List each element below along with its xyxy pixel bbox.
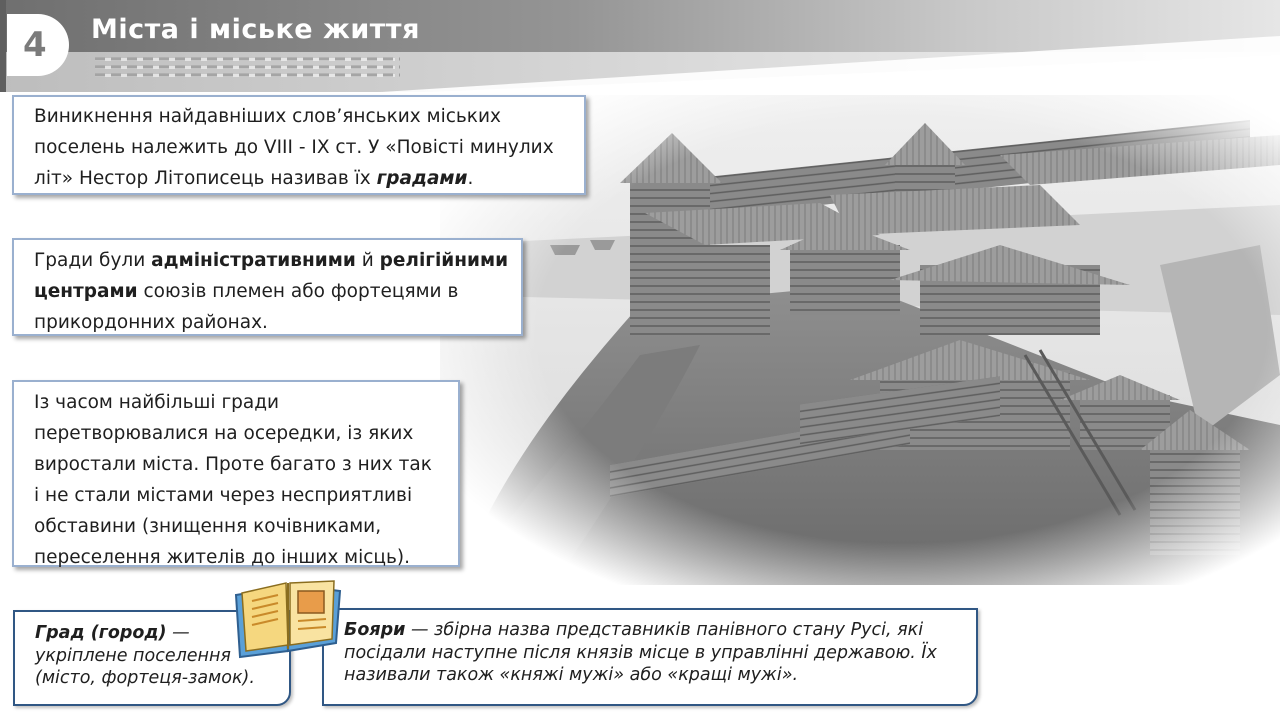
grady-line-2 bbox=[34, 276, 521, 307]
growth-line-6: переселення жителів до інших місць). bbox=[34, 547, 411, 568]
boyary-term: Бояри bbox=[344, 620, 406, 640]
grad-term: Град (город) bbox=[35, 623, 167, 643]
intro-textbox bbox=[12, 95, 586, 195]
grady-role-textbox bbox=[12, 238, 523, 336]
growth-line-5: обставини (знищення кочівниками, bbox=[34, 516, 382, 537]
bold-administrative: адміністративними bbox=[151, 250, 356, 271]
growth-line-2: перетворювалися на осередки, із яких bbox=[34, 423, 414, 444]
intro-line-3-end: . bbox=[467, 168, 474, 189]
bold-religious: релігійними bbox=[379, 250, 509, 271]
grad-dash: — bbox=[166, 623, 190, 643]
grady-line-2-text: союзів племен або фортецями в bbox=[137, 281, 459, 302]
grad-line-3: (місто, фортеця-замок). bbox=[35, 668, 255, 688]
growth-line-1: Із часом найбільші гради bbox=[34, 392, 280, 413]
grady-line-1 bbox=[34, 245, 521, 276]
growth-line-3: виростали міста. Проте багато з них так bbox=[34, 454, 432, 475]
grady-line-1-conj: й bbox=[355, 250, 380, 271]
term-grady: градами bbox=[376, 168, 468, 189]
book-icon bbox=[232, 577, 344, 659]
growth-line-4: і не стали містами через несприятливі bbox=[34, 485, 413, 506]
intro-line-3 bbox=[34, 163, 584, 194]
lesson-number-badge: 4 bbox=[7, 14, 69, 76]
boyary-line-1 bbox=[344, 619, 976, 642]
slide-title: Міста і міське життя bbox=[91, 14, 420, 45]
grady-line-1-text: Гради були bbox=[34, 250, 152, 271]
intro-line-1: Виникнення найдавніших слов’янських міських bbox=[34, 106, 501, 127]
intro-line-3-text: літ» Нестор Літописець називав їх bbox=[34, 168, 377, 189]
grady-line-3: прикордонних районах. bbox=[34, 312, 268, 333]
intro-line-2: поселень належить до VIII - IX ст. У «Повісті минулих bbox=[34, 137, 554, 158]
boyary-def-1: — збірна назва представників панівного стану Русі, які bbox=[405, 620, 924, 640]
cities-growth-textbox bbox=[12, 380, 460, 567]
boyary-line-3: називали також «княжі мужі» або «кращі мужі». bbox=[344, 665, 799, 685]
grad-line-2: укріплене поселення bbox=[35, 645, 231, 666]
boyary-line-2: посідали наступне після князів місце в управлінні державою. Їх bbox=[344, 642, 937, 663]
bold-centers: центрами bbox=[34, 281, 138, 302]
glossary-boyary bbox=[322, 608, 978, 706]
